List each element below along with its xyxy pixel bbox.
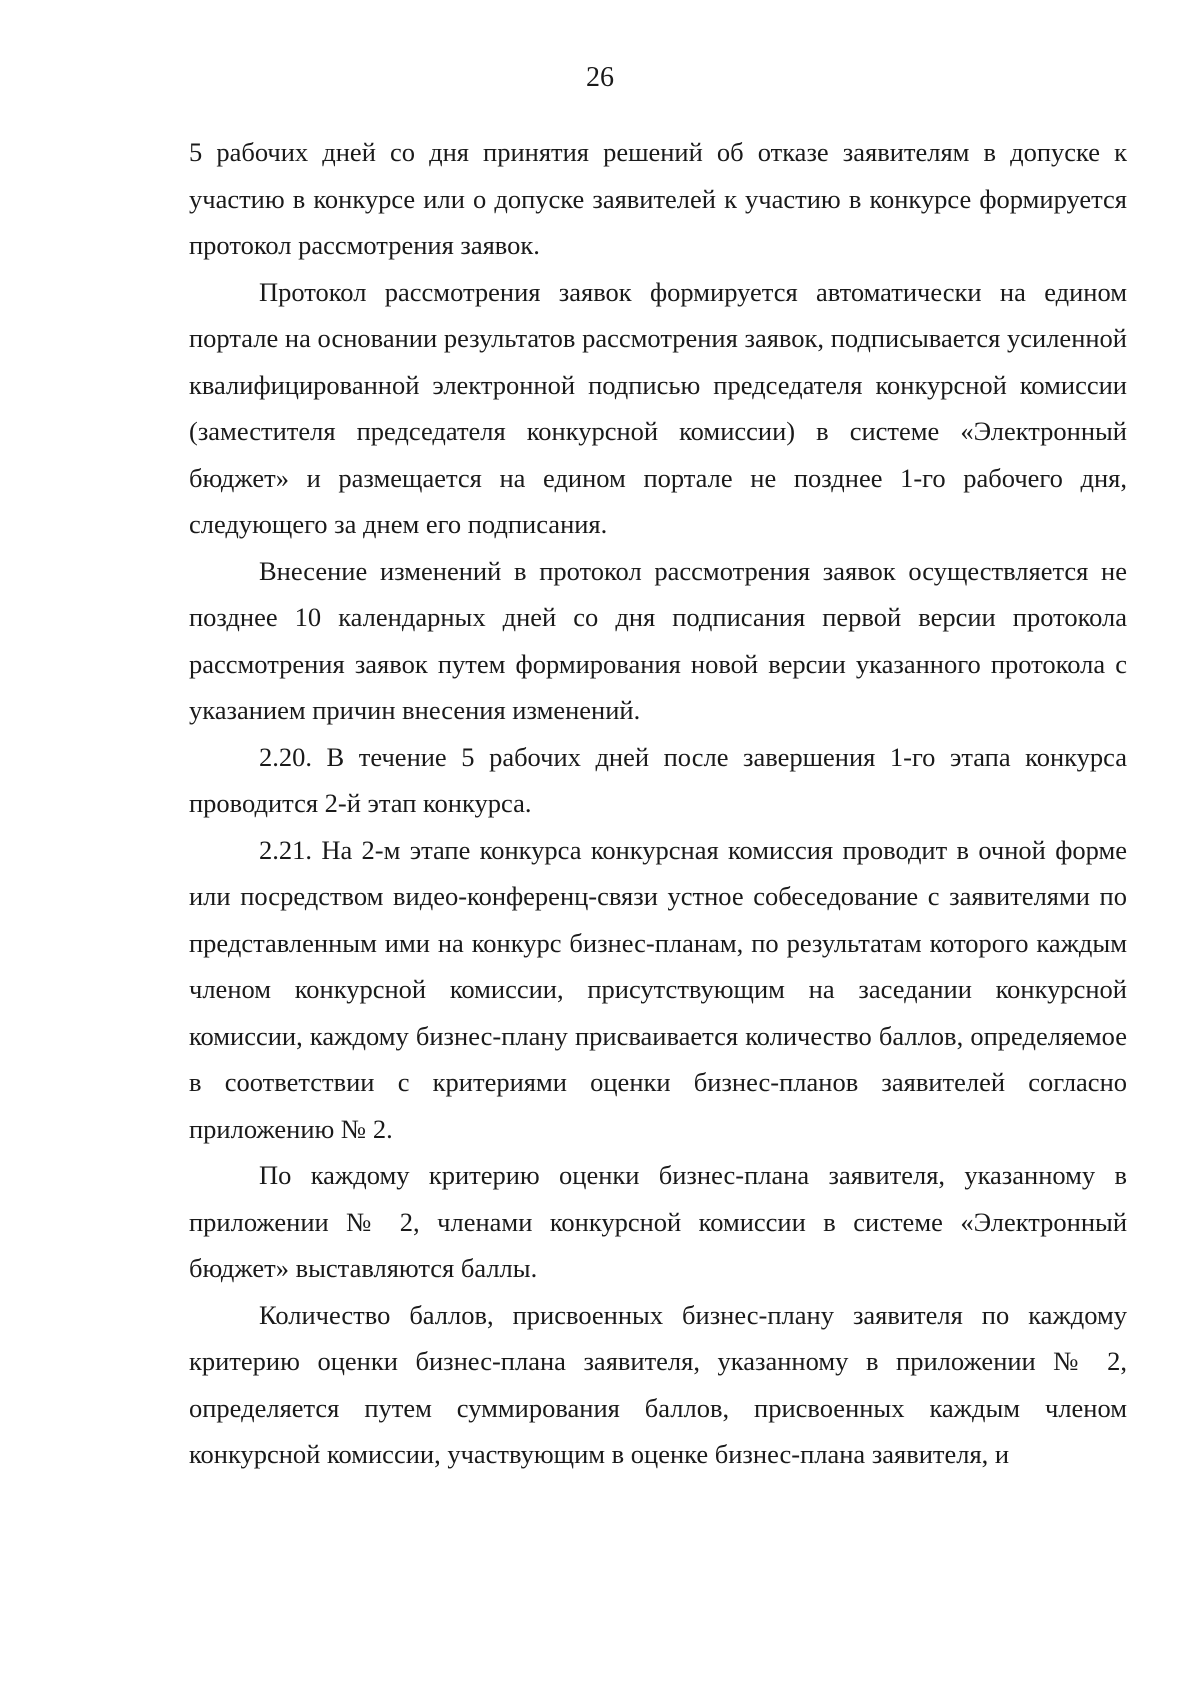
paragraph-protocol-formation: Протокол рассмотрения заявок формируется автоматически на едином портале на основании результатов рассмотрения заявок, подписывается усиленной квалифицированной электронной подписью председателя конкурсной комиссии (заместителя председателя конкурсной комиссии) в системе «Электронный бюджет» и размещается на едином портале не позднее 1-го рабочего дня, следующего за днем его подписания. [189, 276, 1127, 539]
paragraph-protocol-amendments: Внесение изменений в протокол рассмотрения заявок осуществляется не позднее 10 календарных дней со дня подписания первой версии протокола рассмотрения заявок путем формирования новой версии указанного протокола с указанием причин внесения изменений. [189, 555, 1127, 725]
paragraph-continuation: 5 рабочих дней со дня принятия решений об отказе заявителям в допуске к участию в конкурсе или о допуске заявителей к участию в конкурсе формируется протокол рассмотрения заявок. [189, 137, 1127, 260]
paragraph-2-21: 2.21. На 2-м этапе конкурса конкурсная комиссия проводит в очной форме или посредством видео-конференц-связи устное собеседование с заявителями по представленным ими на конкурс бизнес-планам, по результатам которого каждым членом конкурсной комиссии, присутствующим на заседании конкурсной комиссии, каждому бизнес-плану присваивается количество баллов, определяемое в соответствии с критериями оценки бизнес-планов заявителей согласно приложению № 2. [189, 834, 1127, 1144]
paragraph-2-20: 2.20. В течение 5 рабочих дней после завершения 1-го этапа конкурса проводится 2-й этап конкурса. [189, 741, 1127, 818]
page-number: 26 [586, 62, 614, 93]
paragraph-criteria-scoring: По каждому критерию оценки бизнес-плана заявителя, указанному в приложении № 2, членами конкурсной комиссии в системе «Электронный бюджет» выставляются баллы. [189, 1160, 1127, 1283]
paragraph-score-summation: Количество баллов, присвоенных бизнес-плану заявителя по каждому критерию оценки бизнес-плана заявителя, указанному в приложении № 2, определяется путем суммирования баллов, присвоенных каждым членом конкурсной комиссии, участвующим в оценке бизнес-плана заявителя, и [189, 1299, 1127, 1469]
document-body [189, 129, 1127, 1478]
